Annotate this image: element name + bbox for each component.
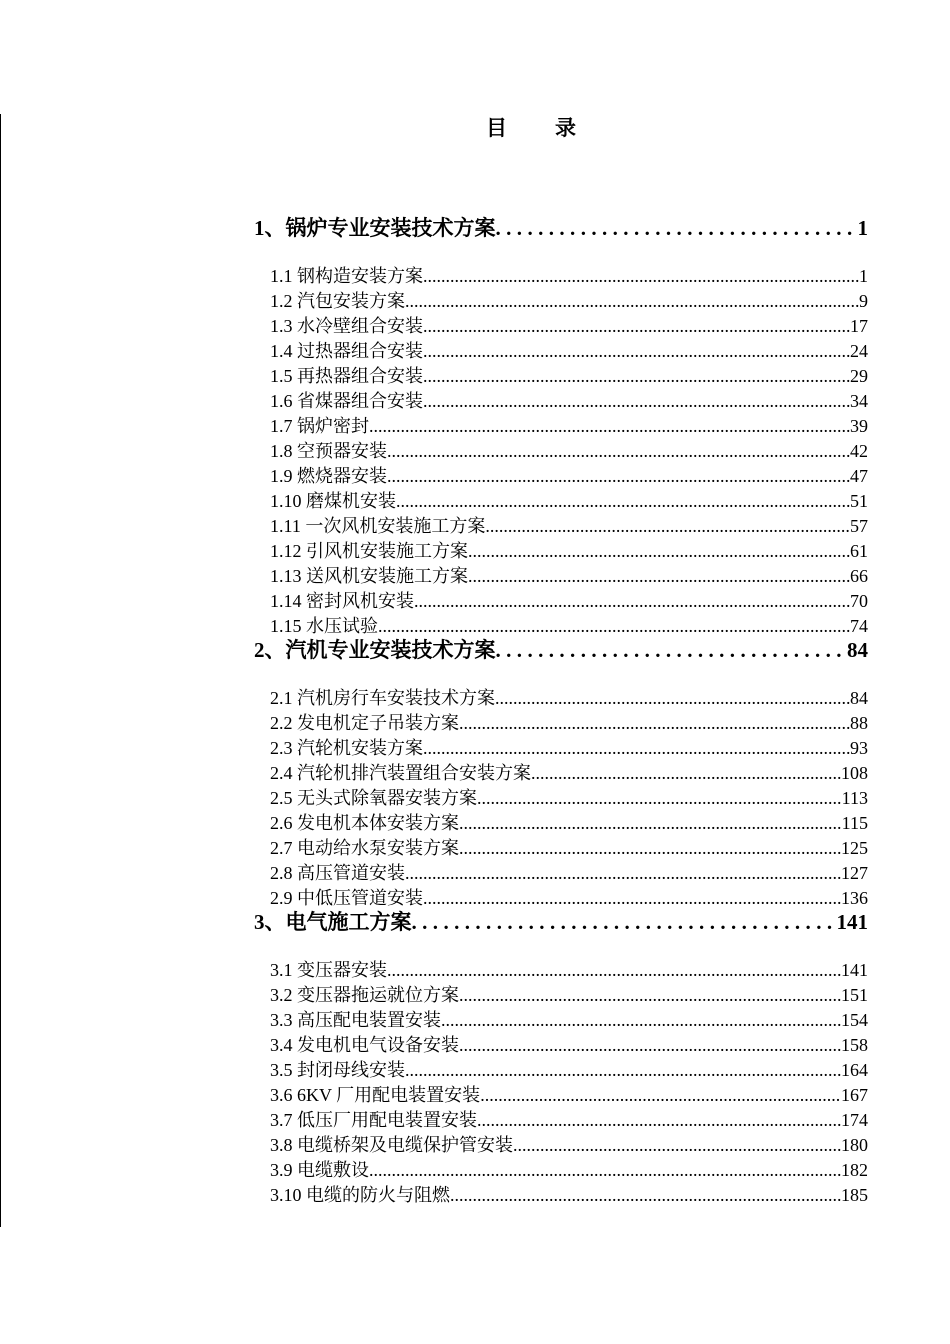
left-margin-line: [0, 114, 1, 1227]
toc-item[interactable]: [270, 981, 868, 1006]
toc-item[interactable]: [270, 834, 868, 859]
toc-entry-label: 3.4 发电机电气设备安装: [270, 1035, 459, 1055]
toc-item[interactable]: [270, 287, 868, 312]
toc-item[interactable]: [270, 512, 868, 537]
toc-page-number: 29: [850, 366, 868, 386]
dot-leader: [423, 316, 850, 337]
toc-entry-label: 2.6 发电机本体安装方案: [270, 813, 459, 833]
toc-item[interactable]: [270, 759, 868, 784]
dot-leader: [412, 910, 837, 935]
toc-page-number: 136: [841, 888, 868, 908]
toc-chapter[interactable]: [254, 212, 868, 242]
toc-item[interactable]: [270, 1106, 868, 1131]
toc-item[interactable]: [270, 1056, 868, 1081]
dot-leader: [477, 1110, 841, 1131]
toc-page-number: 180: [841, 1135, 868, 1155]
dot-leader: [423, 738, 850, 759]
toc-entry-label: 3、电气施工方案: [254, 910, 412, 934]
toc-item[interactable]: [270, 462, 868, 487]
toc-item[interactable]: [270, 1081, 868, 1106]
dot-leader: [468, 566, 850, 587]
toc-entry-label: 1.9 燃烧器安装: [270, 466, 387, 486]
toc-entry-label: 1.12 引风机安装施工方案: [270, 541, 468, 561]
toc-entry-label: 3.3 高压配电装置安装: [270, 1010, 441, 1030]
toc-item[interactable]: [270, 312, 868, 337]
toc-entry-label: 1.3 水冷壁组合安装: [270, 316, 423, 336]
toc-page-number: 154: [841, 1010, 868, 1030]
dot-leader: [459, 838, 841, 859]
dot-leader: [513, 1135, 841, 1156]
toc-page-number: 108: [841, 763, 868, 783]
toc-page-number: 167: [841, 1085, 868, 1105]
toc-item[interactable]: [270, 1181, 868, 1206]
toc-page-number: 61: [850, 541, 868, 561]
toc-entry-label: 1、锅炉专业安装技术方案: [254, 216, 496, 240]
toc-item[interactable]: [270, 562, 868, 587]
toc-page-number: 88: [850, 713, 868, 733]
toc-item[interactable]: [270, 587, 868, 612]
dot-leader: [531, 763, 841, 784]
toc-item[interactable]: [270, 537, 868, 562]
toc-page-number: 47: [850, 466, 868, 486]
dot-leader: [423, 366, 850, 387]
dot-leader: [495, 688, 850, 709]
toc-entry-label: 1.4 过热器组合安装: [270, 341, 423, 361]
toc-entry-label: 2.8 高压管道安装: [270, 863, 405, 883]
toc-page-number: 1: [857, 216, 868, 240]
toc-entry-label: 2.7 电动给水泵安装方案: [270, 838, 459, 858]
dot-leader: [369, 416, 850, 437]
toc-page-number: 84: [847, 638, 868, 662]
toc-entry-label: 2、汽机专业安装技术方案: [254, 638, 496, 662]
toc-page-number: 24: [850, 341, 868, 361]
toc-entry-label: 1.15 水压试验: [270, 616, 378, 636]
toc-item[interactable]: [270, 956, 868, 981]
toc-page-number: 1: [859, 266, 868, 286]
dot-leader: [387, 466, 850, 487]
toc-page-number: 174: [841, 1110, 868, 1130]
dot-leader: [485, 516, 850, 537]
toc-entry-label: 3.5 封闭母线安装: [270, 1060, 405, 1080]
toc-entry-label: 1.11 一次风机安装施工方案: [270, 516, 486, 536]
toc-entry-label: 2.2 发电机定子吊装方案: [270, 713, 459, 733]
toc-page-number: 17: [850, 316, 868, 336]
toc-chapter[interactable]: [254, 906, 868, 936]
toc-entry-label: 1.10 磨煤机安装: [270, 491, 396, 511]
dot-leader: [480, 1085, 841, 1106]
dot-leader: [414, 591, 850, 612]
toc-page-number: 158: [841, 1035, 868, 1055]
toc-item[interactable]: [270, 1031, 868, 1056]
toc-item[interactable]: [270, 734, 868, 759]
dot-leader: [441, 1010, 841, 1031]
dot-leader: [459, 985, 841, 1006]
toc-entry-label: 1.2 汽包安装方案: [270, 291, 405, 311]
dot-leader: [396, 491, 850, 512]
toc-page-number: 185: [841, 1185, 868, 1205]
toc-page-number: 113: [841, 788, 868, 808]
toc-page-number: 57: [850, 516, 868, 536]
toc-page-number: 39: [850, 416, 868, 436]
page-title: 目录: [486, 116, 624, 140]
dot-leader: [405, 863, 841, 884]
dot-leader: [459, 813, 842, 834]
dot-leader: [423, 266, 859, 287]
dot-leader: [405, 1060, 841, 1081]
dot-leader: [423, 341, 850, 362]
toc-entry-label: 3.6 6KV 厂用配电装置安装: [270, 1085, 481, 1105]
toc-entry-label: 2.3 汽轮机安装方案: [270, 738, 423, 758]
toc-entry-label: 2.1 汽机房行车安装技术方案: [270, 688, 495, 708]
dot-leader: [459, 713, 850, 734]
dot-leader: [405, 291, 859, 312]
toc-item[interactable]: [270, 859, 868, 884]
toc-page-number: 70: [850, 591, 868, 611]
toc-page-number: 66: [850, 566, 868, 586]
toc-page-number: 51: [850, 491, 868, 511]
toc-entry-label: 3.1 变压器安装: [270, 960, 387, 980]
dot-leader: [387, 960, 841, 981]
toc-page-number: 141: [841, 960, 868, 980]
toc-entry-label: 3.10 电缆的防火与阻燃: [270, 1185, 450, 1205]
toc-entry-label: 1.7 锅炉密封: [270, 416, 369, 436]
toc-page-number: 182: [841, 1160, 868, 1180]
toc-item[interactable]: [270, 684, 868, 709]
toc-entry-label: 2.5 无头式除氧器安装方案: [270, 788, 477, 808]
dot-leader: [387, 441, 850, 462]
toc-entry-label: 3.7 低压厂用配电装置安装: [270, 1110, 477, 1130]
toc-item[interactable]: [270, 412, 868, 437]
toc-item[interactable]: [270, 809, 868, 834]
dot-leader: [496, 216, 858, 241]
toc-page-number: 34: [850, 391, 868, 411]
toc-page-number: 164: [841, 1060, 868, 1080]
toc-page-number: 127: [841, 863, 868, 883]
toc-item[interactable]: [270, 709, 868, 734]
toc-item[interactable]: [270, 487, 868, 512]
dot-leader: [450, 1185, 841, 1206]
toc-page-number: 141: [836, 910, 868, 934]
toc-item[interactable]: [270, 1131, 868, 1156]
toc-entry-label: 1.5 再热器组合安装: [270, 366, 423, 386]
toc-item[interactable]: [270, 1156, 868, 1181]
dot-leader: [369, 1160, 841, 1181]
dot-leader: [423, 391, 850, 412]
toc-entry-label: 1.1 钢构造安装方案: [270, 266, 423, 286]
toc-entry-label: 1.14 密封风机安装: [270, 591, 414, 611]
toc-entry-label: 3.9 电缆敷设: [270, 1160, 369, 1180]
toc-entry-label: 3.2 变压器拖运就位方案: [270, 985, 459, 1005]
toc-entry-label: 1.8 空预器安装: [270, 441, 387, 461]
toc-item[interactable]: [270, 387, 868, 412]
toc-page-number: 115: [841, 813, 868, 833]
toc-item[interactable]: [270, 437, 868, 462]
toc-chapter[interactable]: [254, 634, 868, 664]
toc-entry-label: 2.4 汽轮机排汽装置组合安装方案: [270, 763, 531, 783]
toc-page-number: 42: [850, 441, 868, 461]
dot-leader: [459, 1035, 841, 1056]
dot-leader: [477, 788, 842, 809]
toc-entry-label: 1.13 送风机安装施工方案: [270, 566, 468, 586]
dot-leader: [496, 638, 848, 663]
toc-item[interactable]: [270, 1006, 868, 1031]
toc-page-number: 9: [859, 291, 868, 311]
toc-page-number: 84: [850, 688, 868, 708]
toc-item[interactable]: [270, 784, 868, 809]
toc-item[interactable]: [270, 262, 868, 287]
toc-entry-label: 3.8 电缆桥架及电缆保护管安装: [270, 1135, 513, 1155]
toc-entry-label: 2.9 中低压管道安装: [270, 888, 423, 908]
toc-page-number: 74: [850, 616, 868, 636]
toc-page-number: 125: [841, 838, 868, 858]
toc-item[interactable]: [270, 362, 868, 387]
dot-leader: [468, 541, 850, 562]
toc-entry-label: 1.6 省煤器组合安装: [270, 391, 423, 411]
toc-page-number: 93: [850, 738, 868, 758]
toc-item[interactable]: [270, 337, 868, 362]
toc-page-number: 151: [841, 985, 868, 1005]
